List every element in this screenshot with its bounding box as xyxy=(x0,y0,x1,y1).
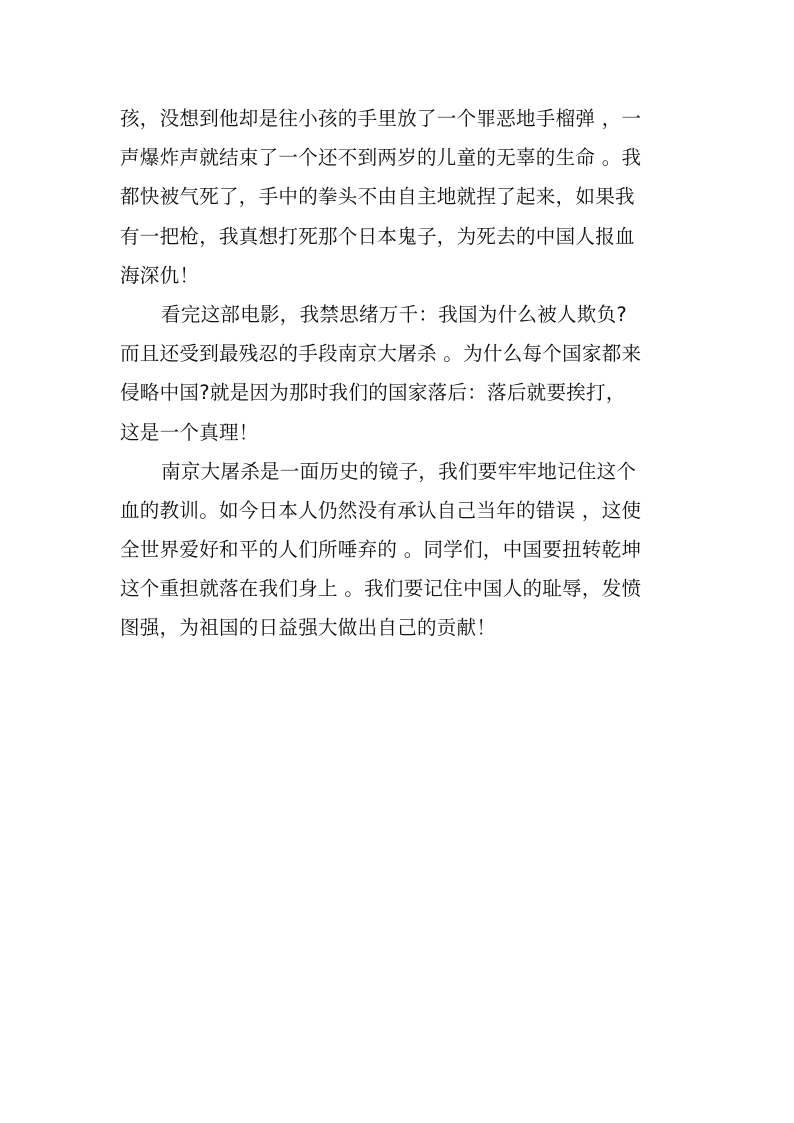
paragraph-3-line-1: 南京大屠杀是一面历史的镜子，我们要牢牢地记住这个 xyxy=(161,459,637,483)
paragraph-1-line-3: 都快被气死了，手中的拳头不由自主地就捏了起来，如果我 xyxy=(120,185,635,209)
paragraph-1-line-1: 孩，没想到他却是往小孩的手里放了一个罪恶地手榴弹 ，一 xyxy=(120,107,642,130)
paragraph-2-line-2: 而且还受到最残忍的手段南京大屠杀 。为什么每个国家都来 xyxy=(120,342,642,366)
paragraph-2-line-3: 侵略中国?就是因为那时我们的国家落后：落后就要挨打， xyxy=(120,381,626,405)
paragraph-1-line-2: 声爆炸声就结束了一个还不到两岁的儿童的无辜的生命 。我 xyxy=(120,146,642,170)
paragraph-3-line-4: 这个重担就落在我们身上 。我们要记住中国人的耻辱，发愤 xyxy=(120,577,642,601)
paragraph-2-line-1: 看完这部电影，我禁思绪万千：我国为什么被人欺负? xyxy=(161,302,628,326)
paragraph-1-line-5: 海深仇！ xyxy=(120,263,200,287)
paragraph-2-line-4: 这是一个真理！ xyxy=(120,420,259,444)
paragraph-3-line-3: 全世界爱好和平的人们所唾弃的 。同学们，中国要扭转乾坤 xyxy=(120,538,642,562)
paragraph-3-line-2: 血的教训。如今日本人仍然没有承认自己当年的错误 ，这使 xyxy=(120,498,642,522)
paragraph-3-line-5: 图强，为祖国的日益强大做出自己的贡献！ xyxy=(120,616,497,640)
document-body xyxy=(120,99,676,648)
paragraph-1-line-4: 有一把枪，我真想打死那个日本鬼子，为死去的中国人报血 xyxy=(120,224,635,248)
